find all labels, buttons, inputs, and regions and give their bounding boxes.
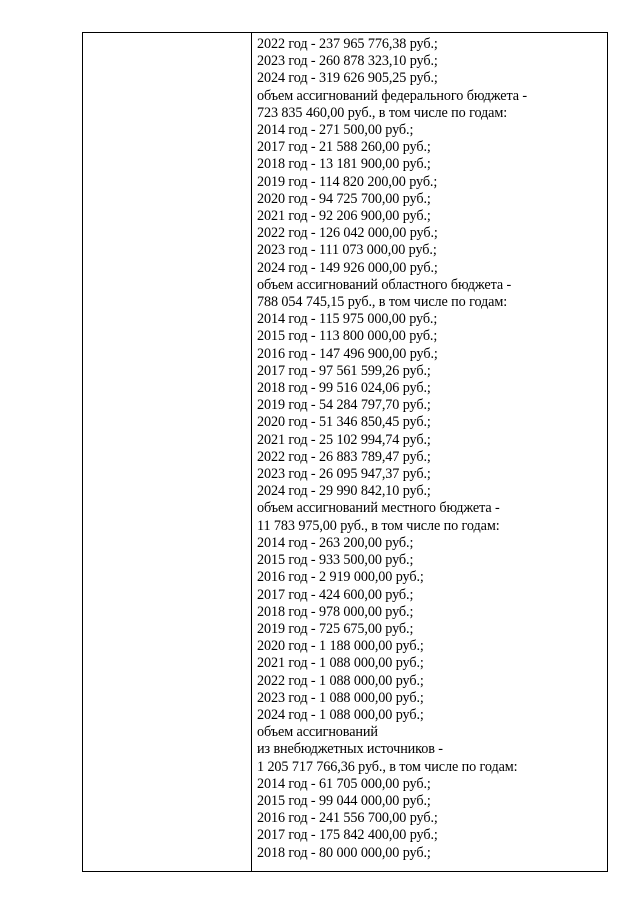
table-left-cell <box>83 33 252 871</box>
text-line: 2017 год - 21 588 260,00 руб.; <box>257 139 431 156</box>
text-line: 2018 год - 99 516 024,06 руб.; <box>257 380 431 397</box>
text-line: 2021 год - 25 102 994,74 руб.; <box>257 431 431 448</box>
text-line: 2014 год - 271 500,00 руб.; <box>257 122 414 139</box>
text-line: 2017 год - 97 561 599,26 руб.; <box>257 362 431 379</box>
text-line: 2023 год - 111 073 000,00 руб.; <box>257 242 437 259</box>
text-line: 2024 год - 1 088 000,00 руб.; <box>257 706 424 723</box>
text-line: 2016 год - 147 496 900,00 руб.; <box>257 345 438 362</box>
text-line: 2024 год - 29 990 842,10 руб.; <box>257 483 431 500</box>
table-right-cell <box>252 33 607 871</box>
text-line: 11 783 975,00 руб., в том числе по годам: <box>257 517 500 534</box>
text-line: 2022 год - 237 965 776,38 руб.; <box>257 36 438 52</box>
text-line: 2016 год - 2 919 000,00 руб.; <box>257 569 424 586</box>
text-line: 2020 год - 94 725 700,00 руб.; <box>257 190 431 207</box>
text-line: 2018 год - 80 000 000,00 руб.; <box>257 844 431 861</box>
text-line: из внебюджетных источников - <box>257 741 443 758</box>
text-line: 2017 год - 175 842 400,00 руб.; <box>257 827 438 844</box>
text-line: 2023 год - 260 878 323,10 руб.; <box>257 53 438 70</box>
text-line: объем ассигнований <box>257 724 378 741</box>
text-line: 2017 год - 424 600,00 руб.; <box>257 586 414 603</box>
text-line: 2014 год - 263 200,00 руб.; <box>257 534 414 551</box>
text-line: 2023 год - 1 088 000,00 руб.; <box>257 689 424 706</box>
text-line: 723 835 460,00 руб., в том числе по годам: <box>257 104 508 121</box>
text-line: 2020 год - 1 188 000,00 руб.; <box>257 638 424 655</box>
text-line: 2018 год - 978 000,00 руб.; <box>257 603 414 620</box>
text-line: 2019 год - 725 675,00 руб.; <box>257 620 414 637</box>
text-line: 2015 год - 113 800 000,00 руб.; <box>257 328 438 345</box>
text-line: 2024 год - 149 926 000,00 руб.; <box>257 259 438 276</box>
text-line: 2020 год - 51 346 850,45 руб.; <box>257 414 431 431</box>
text-line: 2014 год - 115 975 000,00 руб.; <box>257 311 438 328</box>
text-line: 1 205 717 766,36 руб., в том числе по годам: <box>257 758 518 775</box>
text-line: 2024 год - 319 626 905,25 руб.; <box>257 70 438 87</box>
text-line: 2015 год - 99 044 000,00 руб.; <box>257 792 431 809</box>
text-line: 2019 год - 54 284 797,70 руб.; <box>257 397 431 414</box>
text-line: 2022 год - 26 883 789,47 руб.; <box>257 448 431 465</box>
text-line: 2022 год - 1 088 000,00 руб.; <box>257 672 424 689</box>
text-line: объем ассигнований федерального бюджета - <box>257 87 527 104</box>
text-line: 2015 год - 933 500,00 руб.; <box>257 552 414 569</box>
text-line: объем ассигнований областного бюджета - <box>257 276 512 293</box>
text-line: 788 054 745,15 руб., в том числе по годам: <box>257 294 508 311</box>
text-line: 2021 год - 92 206 900,00 руб.; <box>257 208 431 225</box>
text-line: 2014 год - 61 705 000,00 руб.; <box>257 775 431 792</box>
text-line: 2023 год - 26 095 947,37 руб.; <box>257 466 431 483</box>
text-line: 2022 год - 126 042 000,00 руб.; <box>257 225 438 242</box>
text-line: 2016 год - 241 556 700,00 руб.; <box>257 810 438 827</box>
text-line: 2021 год - 1 088 000,00 руб.; <box>257 655 424 672</box>
text-line: 2019 год - 114 820 200,00 руб.; <box>257 173 438 190</box>
funding-table <box>82 32 608 872</box>
text-line: объем ассигнований местного бюджета - <box>257 500 500 517</box>
text-line: 2018 год - 13 181 900,00 руб.; <box>257 156 431 173</box>
